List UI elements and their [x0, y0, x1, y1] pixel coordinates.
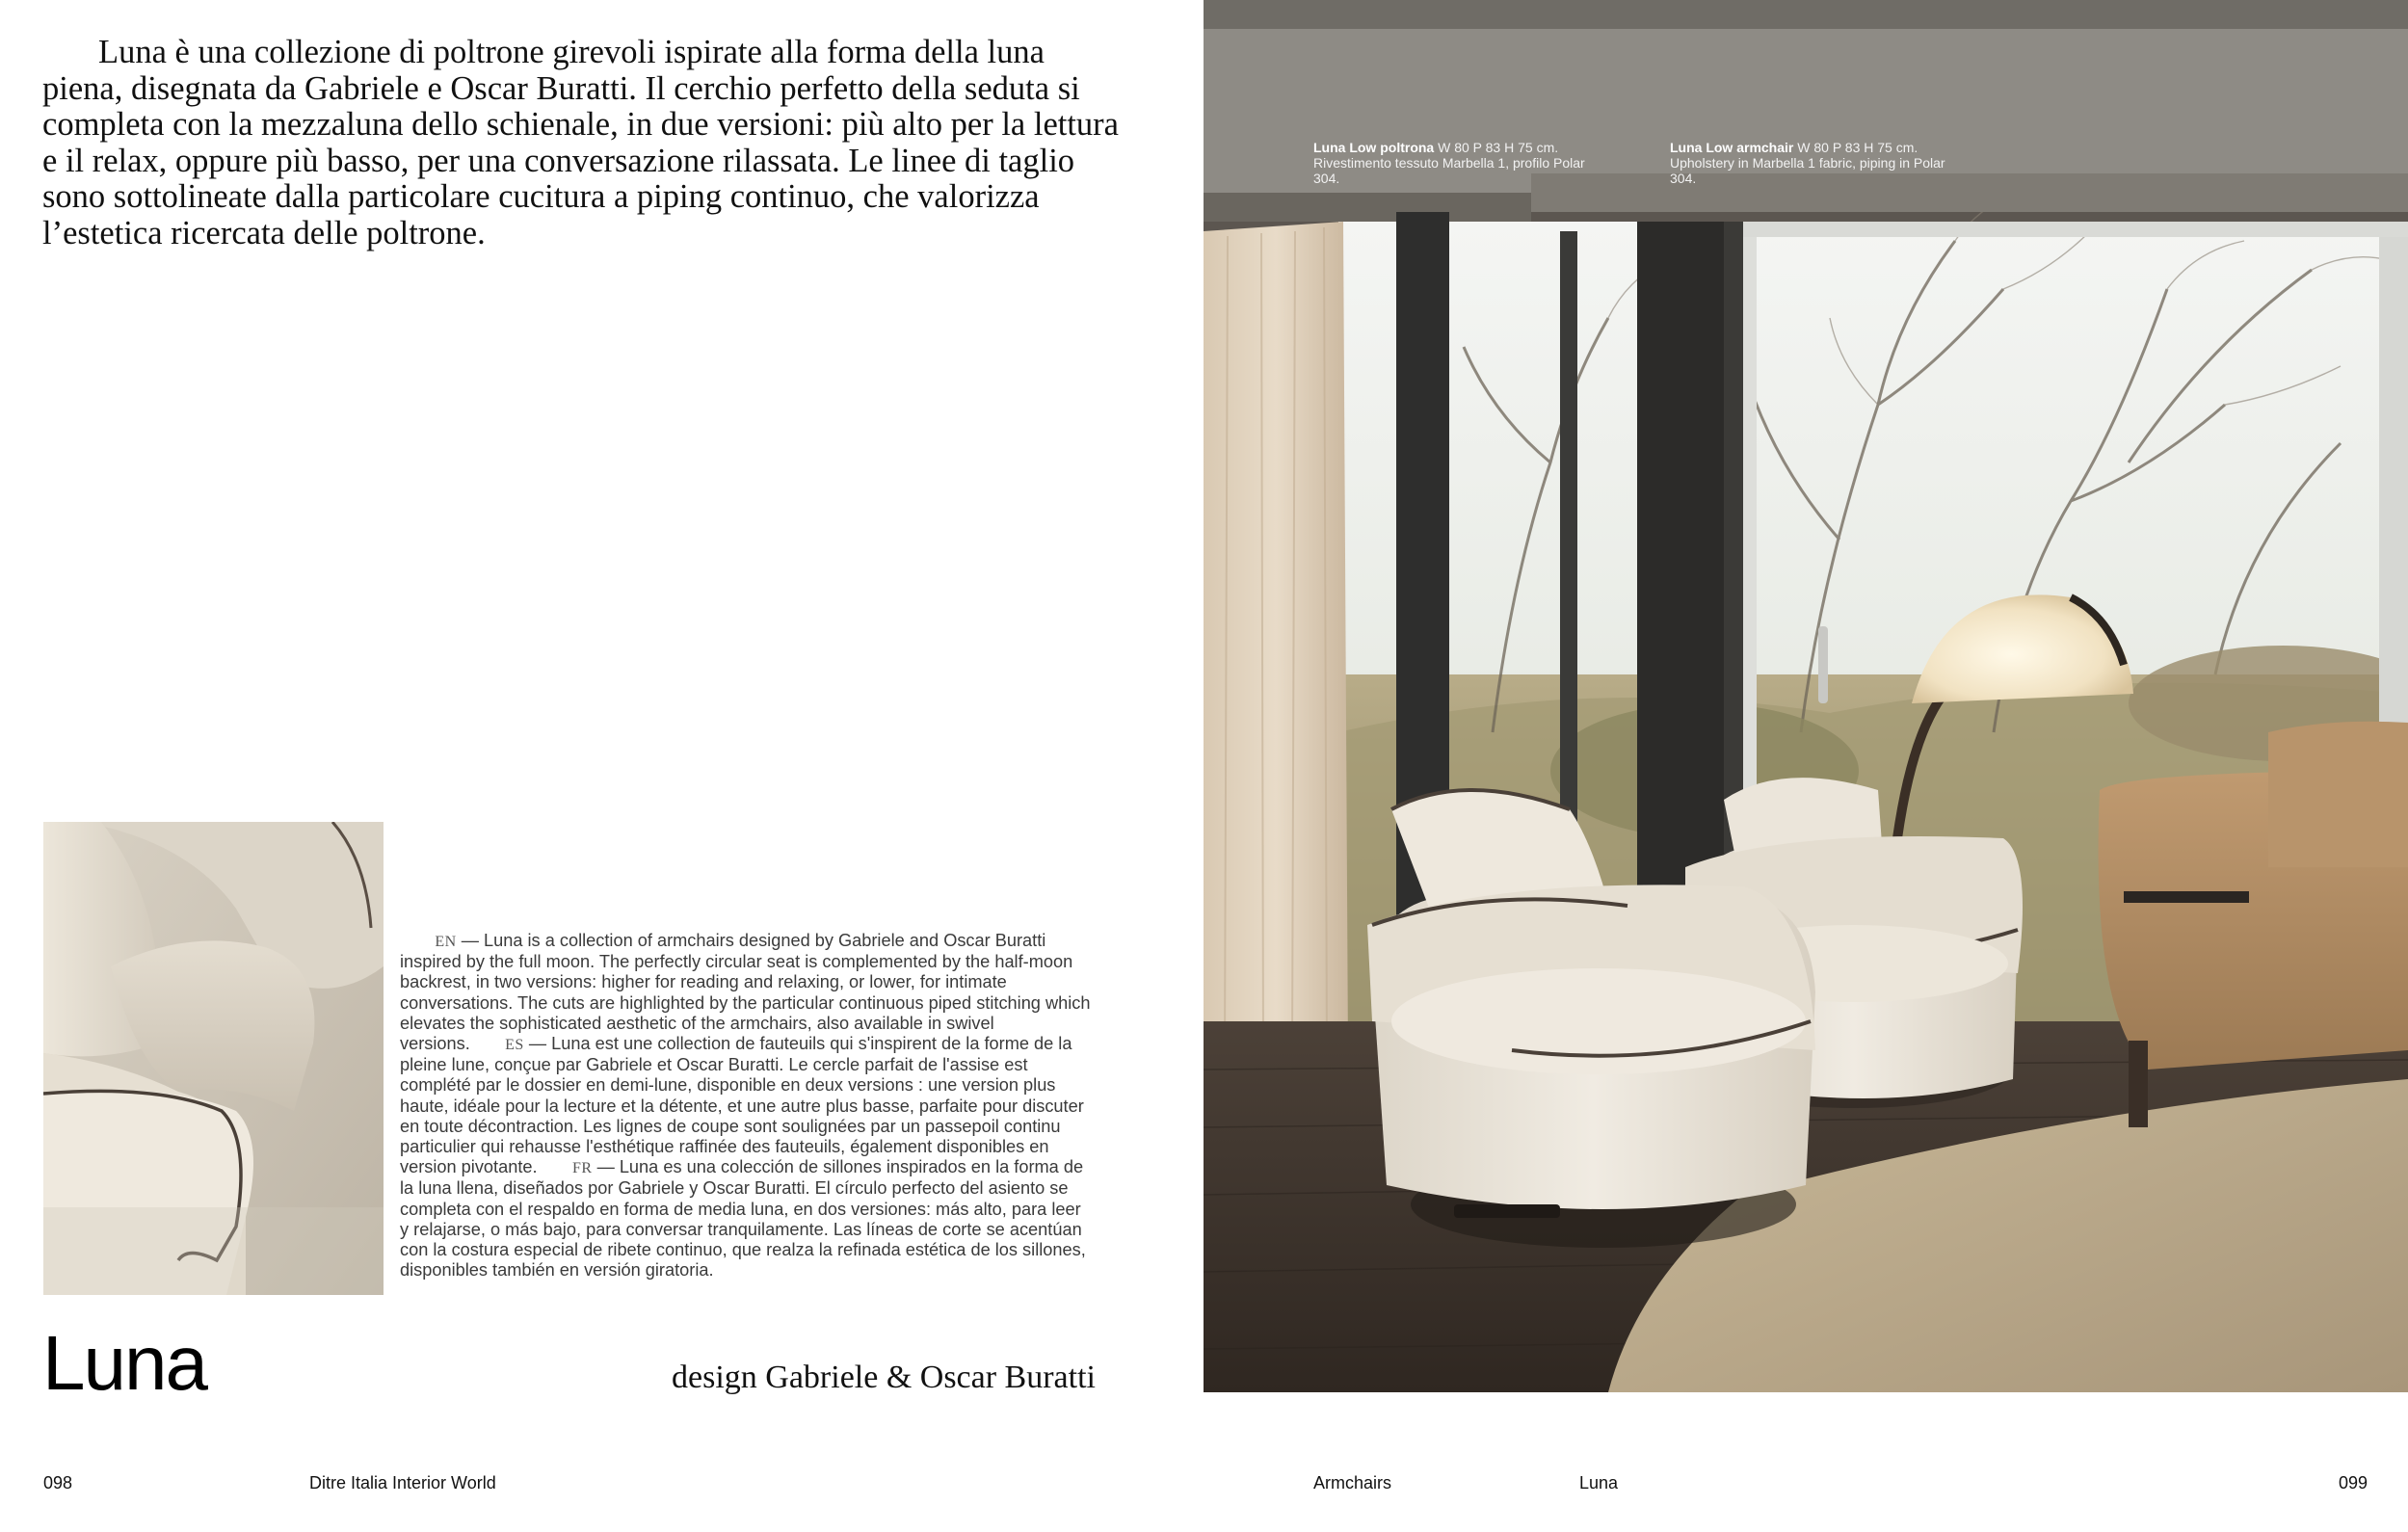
multilingual-description — [400, 931, 1094, 1281]
collection-name: Luna — [1579, 1473, 1619, 1492]
design-credit: design Gabriele & Oscar Buratti — [672, 1360, 1096, 1395]
translation-en-text: Luna is a collection of armchairs designed by Gabriele and Oscar Buratti inspired by the full moon. The perfectly circular seat is complemented by the half-moon backrest, in two versions: higher for reading and relaxing, or lower, for intimate conversations. The cuts are highlighted by the particular continuous piped stitching which elevates the sophisticated aesthetic of the armchairs, also available in swivel versions. — [400, 931, 1091, 1054]
right-page-number: 099 — [2338, 1473, 2368, 1492]
section-name: Armchairs — [1313, 1473, 1392, 1492]
caption-details-en: W 80 P 83 H 75 cm. Upholstery in Marbella 1 fabric, piping in Polar 304. — [1670, 140, 1945, 186]
living-room-illustration — [1204, 0, 2408, 1392]
translation-fr-text: Luna es una colección de sillones inspirados en la forma de la luna llena, diseñados por Gabriele y Oscar Buratti. El círculo perfecto del asiento se completa con el respaldo en forma de media luna, en dos versiones: más alto, para leer y relajarse, o más bajo, para conversar tranquilamente. Las líneas de corte se acentúan con la costura especial de ribete continuo, que realza la refinada estética de los sillones, disponibles también en versión giratoria. — [400, 1157, 1086, 1281]
left-page-number: 098 — [43, 1473, 73, 1492]
product-title: Luna — [42, 1320, 206, 1406]
armchair-detail-photo — [43, 822, 384, 1295]
translation-es-text: Luna est une collection de fauteuils qui s'inspirent de la forme de la pleine lune, conçue par Gabriele et Oscar Buratti. Le cercle parfait de l'assise est complété par le dossier en demi-lune, disponible en deux versions : une version plus haute, idéale pour la lecture et la détente, et une autre plus basse, parfaite pour discuter en toute décontraction. Les lignes de coupe sont soulignées par un passepoil continu particulier qui rehausse l'esthétique raffinée des fauteuils, également disponibles en version pivotante. — [400, 1034, 1084, 1177]
language-code-en: EN — [435, 934, 457, 950]
translation-fr: FR — Luna es una colección de sillones inspirados en la forma de la luna llena, diseñados por Gabriele y Oscar Buratti. El círculo perfecto del asiento se completa con el respaldo en forma de media luna, en dos versiones: más alto, para leer y relajarse, o más bajo, para conversar tranquilamente. Las líneas de corte se acentúan con la costura especial de ribete continuo, que realza la refinada estética de los sillones, disponibles también en versión giratoria. — [400, 1157, 1086, 1281]
translation-en: EN — Luna is a collection of armchairs designed by Gabriele and Oscar Buratti inspired by the full moon. The perfectly circular seat is complemented by the half-moon backrest, in two versions: higher for reading and relaxing, or lower, for intimate conversations. The cuts are highlighted by the particular continuous piped stitching which elevates the sophisticated aesthetic of the armchairs, also available in swivel versions. — [400, 931, 1091, 1054]
living-room-photo — [1204, 0, 2408, 1392]
armchair-detail-illustration — [43, 822, 384, 1295]
publication-name: Ditre Italia Interior World — [309, 1473, 496, 1492]
caption-luna-low-armchair — [1670, 140, 1969, 186]
language-code-fr: FR — [571, 1160, 593, 1177]
caption-luna-low-poltrona — [1313, 140, 1612, 186]
language-code-es: ES — [505, 1037, 524, 1054]
caption-product-name-it: Luna Low poltrona — [1313, 140, 1435, 155]
caption-product-name-en: Luna Low armchair — [1670, 140, 1794, 155]
caption-details-it: W 80 P 83 H 75 cm. Rivestimento tessuto Marbella 1, profilo Polar 304. — [1313, 140, 1585, 186]
intro-paragraph — [42, 35, 1122, 251]
intro-text: Luna è una collezione di poltrone girevoli ispirate alla forma della luna piena, disegnata da Gabriele e Oscar Buratti. Il cerchio perfetto della seduta si completa con la mezzaluna dello schienale, in due versioni: più alto per la lettura e il relax, oppure più basso, per una conversazione rilassata. Le linee di taglio sono sottolineate dalla particolare cucitura a piping continuo, che valorizza l’estetica ricercata delle poltrone. — [42, 34, 1119, 251]
translation-es: ES — Luna est une collection de fauteuils qui s'inspirent de la forme de la pleine lune, conçue par Gabriele et Oscar Buratti. Le cercle parfait de l'assise est complété par le dossier en demi-lune, disponible en deux versions : une version plus haute, idéale pour la lecture et la détente, et une autre plus basse, parfaite pour discuter en toute décontraction. Les lignes de coupe sont soulignées par un passepoil continu particulier qui rehausse l'esthétique raffinée des fauteuils, également disponibles en version pivotante. — [400, 1034, 1084, 1177]
